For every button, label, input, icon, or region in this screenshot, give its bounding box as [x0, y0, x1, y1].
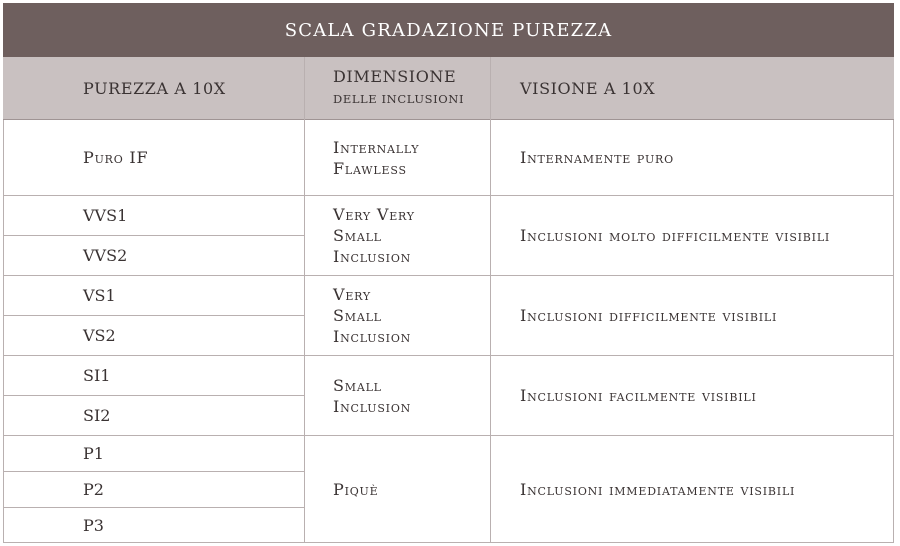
grade-cell [83, 356, 298, 395]
grade-cell [83, 472, 298, 507]
header-purezza [83, 57, 298, 119]
grade-p2: P2 [83, 480, 104, 499]
vision-cell [520, 356, 892, 435]
size-cell [333, 276, 488, 355]
table-title: SCALA GRADAZIONE PUREZZA [3, 3, 894, 57]
vision-text: Internamente puro [520, 148, 674, 167]
size-cell [333, 120, 488, 195]
size-line: Small [333, 375, 382, 395]
vision-cell [520, 196, 892, 275]
grade-cell [83, 508, 298, 543]
size-line: Inclusion [333, 396, 412, 416]
size-line: Very [333, 285, 371, 304]
column-divider-1 [304, 57, 305, 543]
grade-puro-if: Puro IF [83, 148, 149, 167]
header-dimensione [333, 57, 488, 119]
grade-cell [83, 120, 298, 195]
size-cell [333, 196, 488, 275]
grade-cell [83, 316, 298, 355]
grade-p1: P1 [83, 444, 104, 463]
grade-vvs1: VVS1 [83, 206, 128, 225]
grade-cell [83, 236, 298, 275]
header-dimensione-label: DIMENSIONE [333, 67, 457, 86]
vision-text: Inclusioni immediatamente visibili [520, 480, 796, 499]
vision-text: Inclusioni molto difficilmente visibili [520, 226, 831, 245]
header-visione [520, 57, 880, 119]
size-line: Internally [333, 137, 420, 157]
size-line: Piquè [333, 480, 379, 499]
grade-cell [83, 436, 298, 471]
column-divider-2 [490, 57, 491, 543]
header-dimensione-sublabel: DELLE INCLUSIONI [333, 92, 465, 106]
size-line: Very Very [333, 205, 415, 224]
vision-cell [520, 276, 892, 355]
size-line: Small [333, 306, 382, 325]
size-line: Inclusion [333, 247, 412, 266]
size-cell [333, 356, 488, 435]
grade-cell [83, 396, 298, 435]
vision-cell [520, 436, 892, 543]
size-line: Small [333, 226, 382, 245]
size-cell [333, 436, 488, 543]
grade-si1: SI1 [83, 366, 111, 385]
grade-si2: SI2 [83, 406, 111, 425]
grade-cell [83, 276, 298, 315]
vision-cell [520, 120, 892, 195]
header-visione-label: VISIONE A 10X [520, 78, 656, 98]
size-line: Flawless [333, 158, 407, 178]
grade-vs2: VS2 [83, 326, 116, 345]
header-purezza-label: PUREZZA A 10X [83, 78, 226, 98]
grade-vs1: VS1 [83, 286, 116, 305]
grade-p3: P3 [83, 516, 104, 535]
grade-cell [83, 196, 298, 235]
grade-vvs2: VVS2 [83, 246, 128, 265]
vision-text: Inclusioni facilmente visibili [520, 386, 757, 405]
size-line: Inclusion [333, 327, 412, 346]
vision-text: Inclusioni difficilmente visibili [520, 306, 778, 325]
